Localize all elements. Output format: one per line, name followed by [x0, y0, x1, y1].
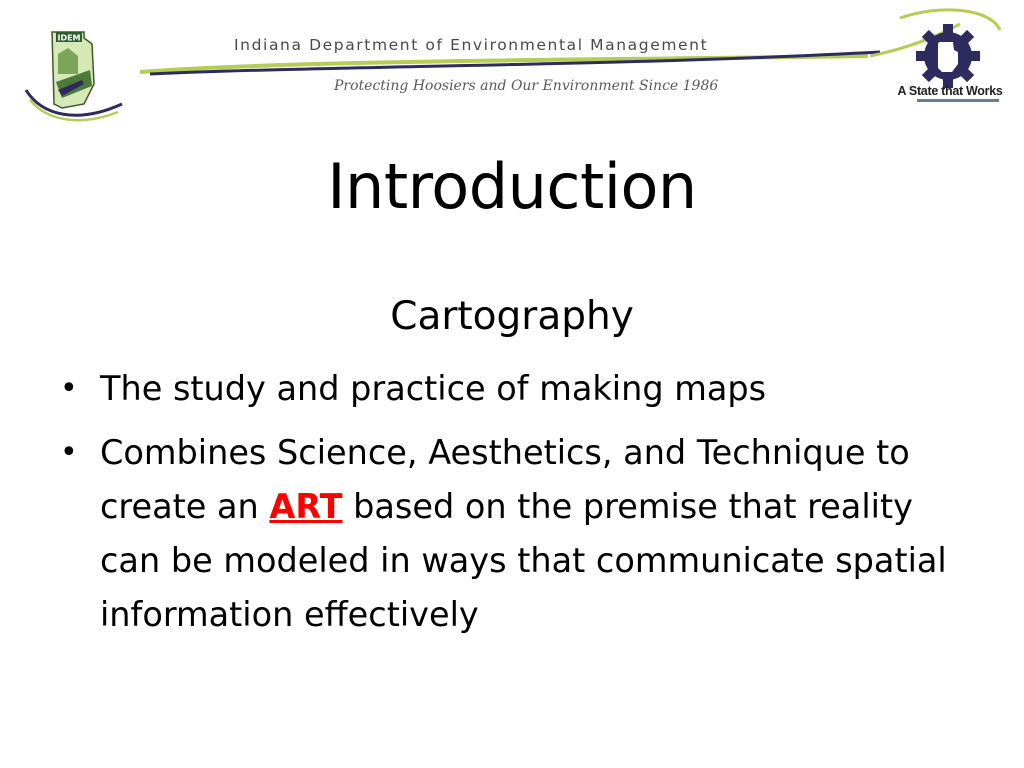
header-swoosh-graphic — [0, 0, 1024, 130]
bullet-dot: • — [60, 371, 78, 406]
bullet-text-before: Combines Science, Aesthetics, and Technique to create an — [100, 433, 910, 526]
state-logo-caption — [895, 84, 1005, 102]
slide-header — [0, 0, 1024, 130]
agency-name: Indiana Department of Environmental Management — [234, 36, 709, 54]
bullet-text-after: based on the premise that reality can be modeled in ways that communicate spatial information effectively — [100, 487, 947, 634]
slide-subtitle: Cartography — [390, 294, 634, 339]
bullet-text: The study and practice of making maps — [100, 369, 767, 408]
highlighted-word: ART — [269, 487, 343, 526]
bullet-list — [58, 362, 978, 652]
svg-text:IDEM: IDEM — [57, 33, 81, 43]
bullet-dot: • — [60, 435, 78, 470]
state-logo-caption-text: A State that Works — [897, 84, 1003, 98]
state-logo-underline — [917, 99, 999, 102]
bullet-item — [58, 362, 978, 416]
slide-title: Introduction — [327, 150, 697, 223]
agency-tagline: Protecting Hoosiers and Our Environment Since 1986 — [334, 78, 719, 94]
idem-logo-icon — [22, 24, 128, 124]
bullet-item — [58, 426, 978, 642]
